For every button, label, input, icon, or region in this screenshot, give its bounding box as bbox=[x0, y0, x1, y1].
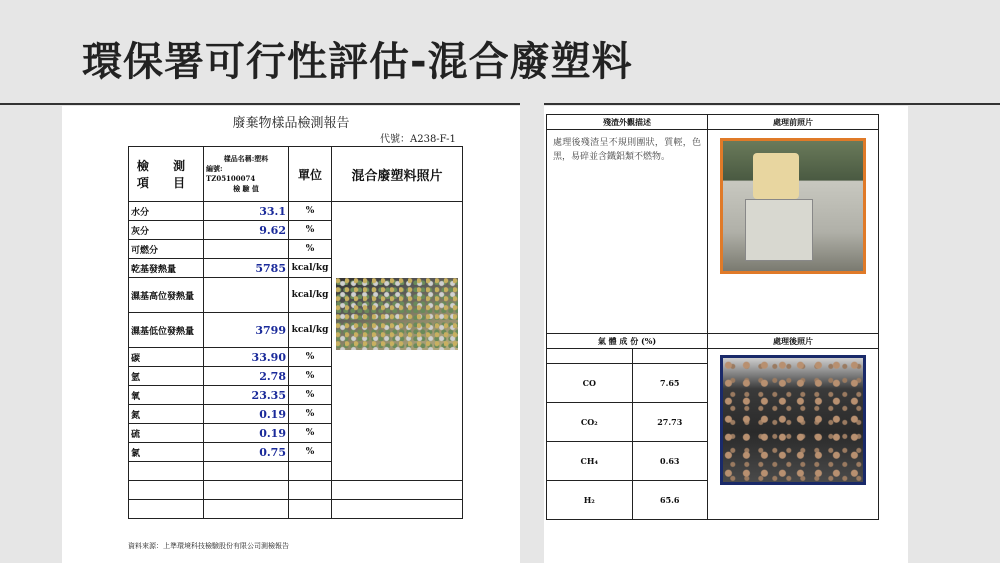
row-item: 氫 bbox=[129, 367, 204, 386]
table-row bbox=[129, 278, 463, 313]
header-sample bbox=[204, 147, 289, 202]
row-item: 硫 bbox=[129, 424, 204, 443]
row-unit: % bbox=[289, 202, 332, 221]
row-value: 5785 bbox=[204, 259, 289, 278]
after-photo bbox=[720, 355, 866, 485]
row-unit: kcal/kg bbox=[289, 278, 332, 313]
gas-name: CO bbox=[547, 364, 633, 403]
slide-title: 環保署可行性評估-混合廢塑料 bbox=[82, 39, 633, 85]
row-item: 氧 bbox=[129, 386, 204, 405]
gas-value: 65.6 bbox=[632, 481, 707, 520]
row-item: 氮 bbox=[129, 405, 204, 424]
header-unit: 單位 bbox=[289, 147, 332, 202]
row-item: 氯 bbox=[129, 443, 204, 462]
sample-name: 樣品名稱:塑料 bbox=[223, 154, 269, 163]
appearance-desc: 處理後殘渣呈不規則團狀，質輕，色黑，易碎並含鐵鋁類不燃物。 bbox=[553, 138, 701, 162]
row-value: 0.19 bbox=[204, 424, 289, 443]
row-unit: % bbox=[289, 424, 332, 443]
appearance-cell bbox=[547, 130, 708, 334]
row-value: 0.19 bbox=[204, 405, 289, 424]
report-title: 廢棄物樣品檢測報告 bbox=[232, 116, 350, 131]
row-value: 3799 bbox=[204, 313, 289, 348]
lab-report bbox=[62, 106, 520, 563]
row-value: 23.35 bbox=[204, 386, 289, 405]
results-panel bbox=[544, 106, 908, 563]
row-unit: % bbox=[289, 367, 332, 386]
row-unit: kcal/kg bbox=[289, 313, 332, 348]
row-value: 33.90 bbox=[204, 348, 289, 367]
header-item: 檢 測 項 目 bbox=[129, 147, 204, 202]
title-rule bbox=[0, 103, 1000, 105]
table-row bbox=[129, 221, 463, 240]
row-unit: kcal/kg bbox=[289, 259, 332, 278]
scale-image bbox=[745, 199, 813, 261]
row-value bbox=[204, 240, 289, 259]
row-unit: % bbox=[289, 386, 332, 405]
plastic-photo bbox=[336, 278, 458, 350]
row-item: 可燃分 bbox=[129, 240, 204, 259]
value-label: 檢 驗 值 bbox=[233, 184, 259, 193]
row-item: 碳 bbox=[129, 348, 204, 367]
report-code: 代號：A238-F-1 bbox=[380, 134, 456, 145]
after-photo-cell bbox=[708, 349, 879, 520]
before-header: 處理前照片 bbox=[708, 115, 879, 130]
row-item: 乾基發熱量 bbox=[129, 259, 204, 278]
after-header: 處理後照片 bbox=[708, 334, 879, 349]
before-photo bbox=[720, 138, 866, 274]
header-photo: 混合廢塑料照片 bbox=[332, 147, 463, 202]
table-row bbox=[129, 405, 463, 424]
gas-value: 0.63 bbox=[632, 442, 707, 481]
row-value: 0.75 bbox=[204, 443, 289, 462]
table-row bbox=[129, 443, 463, 462]
row-unit: % bbox=[289, 405, 332, 424]
table-row bbox=[129, 367, 463, 386]
row-value: 33.1 bbox=[204, 202, 289, 221]
gas-header: 氣 體 成 份 (%) bbox=[547, 334, 708, 349]
row-unit: % bbox=[289, 443, 332, 462]
row-item: 灰分 bbox=[129, 221, 204, 240]
row-value bbox=[204, 278, 289, 313]
gas-value: 27.73 bbox=[632, 403, 707, 442]
gas-name: CH₄ bbox=[547, 442, 633, 481]
row-unit: % bbox=[289, 221, 332, 240]
table-row bbox=[129, 202, 463, 221]
row-item: 濕基高位發熱量 bbox=[129, 278, 204, 313]
table-row bbox=[129, 240, 463, 259]
table-row bbox=[129, 424, 463, 443]
row-item: 水分 bbox=[129, 202, 204, 221]
before-photo-cell bbox=[708, 130, 879, 334]
row-unit: % bbox=[289, 240, 332, 259]
gas-value: 7.65 bbox=[632, 364, 707, 403]
gas-name: H₂ bbox=[547, 481, 633, 520]
row-item: 濕基低位發熱量 bbox=[129, 313, 204, 348]
report-source: 資料來源：上準環境科技檢驗股份有限公司測檢報告 bbox=[128, 542, 289, 550]
lab-table bbox=[128, 146, 463, 519]
cup-image bbox=[753, 153, 799, 199]
sample-no: 編號: TZ05100074 bbox=[206, 164, 256, 183]
results-table bbox=[546, 114, 879, 520]
table-row bbox=[129, 259, 463, 278]
table-row bbox=[129, 386, 463, 405]
gas-name: CO₂ bbox=[547, 403, 633, 442]
row-unit: % bbox=[289, 348, 332, 367]
appearance-header: 殘渣外觀描述 bbox=[547, 115, 708, 130]
row-value: 2.78 bbox=[204, 367, 289, 386]
row-value: 9.62 bbox=[204, 221, 289, 240]
